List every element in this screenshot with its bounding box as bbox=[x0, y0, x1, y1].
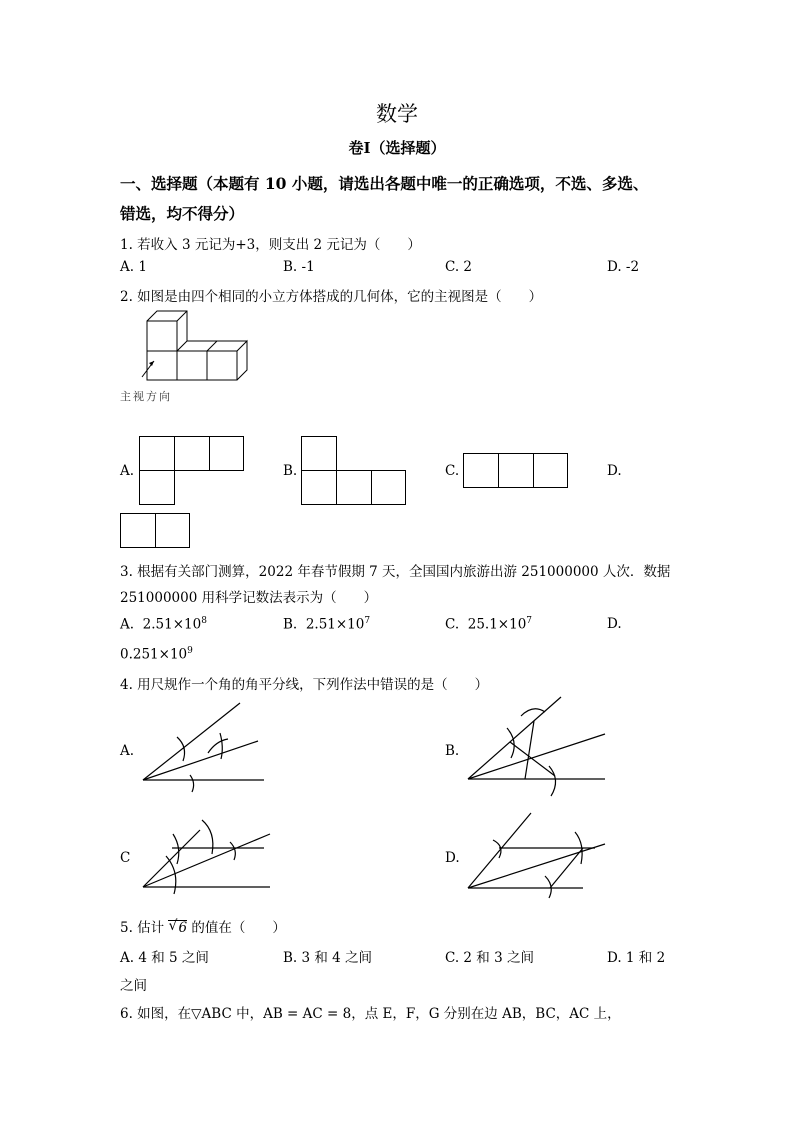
q5-option-b: B. 3 和 4 之间 bbox=[283, 950, 373, 966]
q4-option-c-label: C bbox=[120, 850, 131, 866]
q4-option-a-label: A. bbox=[120, 743, 135, 759]
q3-option-c bbox=[445, 616, 532, 633]
q5-radicand: 6 bbox=[178, 920, 188, 936]
q5-option-a: A. 4 和 5 之间 bbox=[120, 950, 209, 966]
q4-option-a-figure bbox=[140, 695, 270, 795]
q1-option-a: A. 1 bbox=[120, 259, 147, 275]
q3-option-d-label: D. bbox=[607, 616, 622, 632]
figure-caption: 主视方向 bbox=[120, 390, 172, 403]
q3-option-a-base: 2.51×10 bbox=[142, 616, 202, 633]
sqrt-symbol: √ 6 bbox=[168, 918, 188, 936]
q3-option-b-base: 2.51×10 bbox=[305, 616, 365, 633]
q4-option-b-label: B. bbox=[445, 743, 460, 759]
question-1-text: 1. 若收入 3 元记为+3，则支出 2 元记为（ ） bbox=[120, 237, 421, 253]
cube-solid-figure bbox=[120, 305, 260, 385]
q3-option-b-label: B. bbox=[283, 616, 298, 633]
q3-option-c-exp: 7 bbox=[526, 616, 533, 626]
q2-option-a-label: A. bbox=[120, 463, 135, 479]
section-heading-line1: 一、选择题（本题有 10 小题，请选出各题中唯一的正确选项，不选、多选、 bbox=[120, 174, 649, 193]
q3-option-b-exp: 7 bbox=[364, 616, 371, 626]
page-title: 数学 bbox=[376, 102, 418, 126]
question-6-text: 6. 如图，在▽ABC 中，AB = AC = 8，点 E，F，G 分别在边 AB，BC，AC 上， bbox=[120, 1006, 621, 1022]
q3-option-c-base: 25.1×10 bbox=[467, 616, 527, 633]
q5-prefix: 5. 估计 bbox=[120, 920, 165, 936]
q1-option-c: C. 2 bbox=[445, 259, 473, 275]
q2-option-d-figure bbox=[120, 513, 192, 549]
question-5-text bbox=[120, 916, 286, 936]
q1-option-b: B. -1 bbox=[283, 259, 315, 275]
q2-option-c-figure bbox=[463, 453, 569, 489]
q3-option-d-exp: 9 bbox=[187, 646, 193, 656]
q3-option-a-label: A. bbox=[120, 616, 135, 633]
q5-option-c: C. 2 和 3 之间 bbox=[445, 950, 534, 966]
q4-option-c-figure bbox=[140, 812, 280, 902]
question-3-line1: 3. 根据有关部门测算，2022 年春节假期 7 天，全国国内旅游出游 251000000 人次．数据 bbox=[120, 564, 671, 580]
q4-option-b-figure bbox=[465, 692, 615, 802]
paper-subtitle: 卷Ⅰ（选择题） bbox=[348, 139, 446, 157]
q2-option-b-label: B. bbox=[283, 463, 298, 479]
section-heading-line2: 错选，均不得分） bbox=[120, 204, 245, 223]
q3-option-d-value bbox=[120, 646, 193, 663]
q2-option-b-figure bbox=[301, 436, 407, 506]
q3-option-a bbox=[120, 616, 207, 633]
q3-option-d-base: 0.251×10 bbox=[120, 646, 188, 663]
q3-option-c-label: C. bbox=[445, 616, 460, 633]
question-3-line2: 251000000 用科学记数法表示为（ ） bbox=[120, 590, 378, 606]
question-4-text: 4. 用尺规作一个角的角平分线，下列作法中错误的是（ ） bbox=[120, 677, 489, 693]
question-2-text: 2. 如图是由四个相同的小立方体搭成的几何体，它的主视图是（ ） bbox=[120, 289, 543, 305]
q5-suffix: 的值在（ ） bbox=[191, 920, 286, 936]
q2-option-c-label: C. bbox=[445, 463, 460, 479]
q5-option-d: D. 1 和 2 bbox=[607, 950, 666, 966]
q4-option-d-figure bbox=[465, 810, 615, 900]
q3-option-b bbox=[283, 616, 370, 633]
q2-option-d-label: D. bbox=[607, 463, 622, 479]
q4-option-d-label: D. bbox=[445, 850, 460, 866]
q2-option-a-figure bbox=[139, 436, 245, 506]
q3-option-a-exp: 8 bbox=[201, 616, 207, 626]
q1-option-d: D. -2 bbox=[607, 259, 640, 275]
q5-option-d-wrap: 之间 bbox=[120, 978, 147, 994]
